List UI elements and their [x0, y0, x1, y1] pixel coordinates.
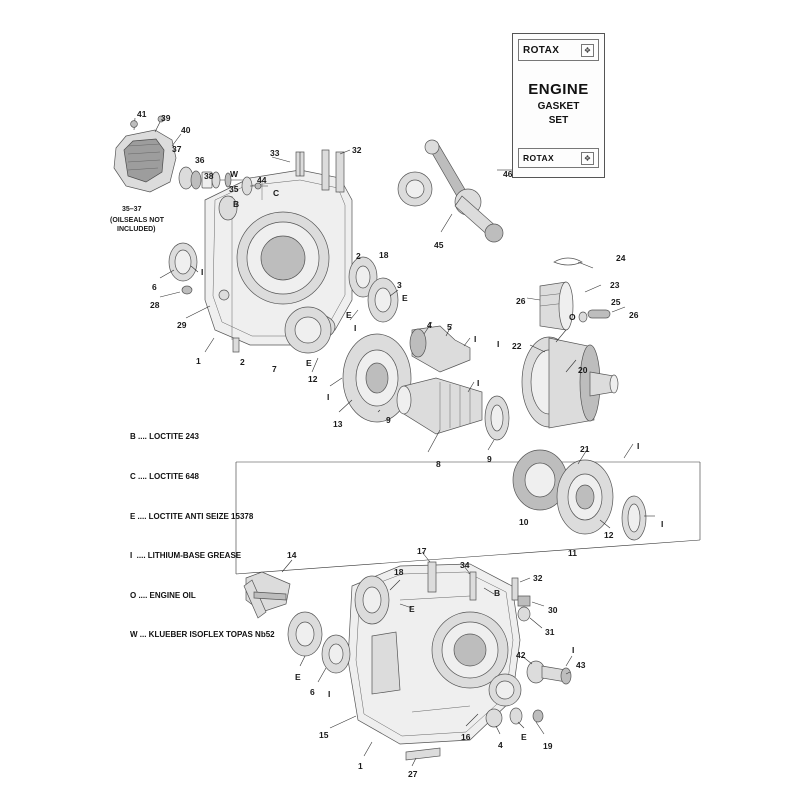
callout-label-11: 11	[568, 548, 577, 558]
callout-label-42: 42	[516, 650, 526, 660]
rotax-logo-icon-bottom: ❖	[581, 152, 594, 165]
diagram-note-1: (OILSEALS NOT	[110, 217, 165, 224]
callout-label-C: C	[273, 188, 280, 198]
callout-label-32: 32	[352, 145, 362, 155]
callout-label-I: I	[327, 392, 330, 402]
callout-label-40: 40	[181, 125, 191, 135]
gasket-set-footer	[518, 148, 599, 168]
callout-label-45: 45	[434, 240, 444, 250]
callout-label-24: 24	[616, 253, 626, 263]
callout-label-12: 12	[308, 374, 318, 384]
callout-label-10: 10	[519, 517, 529, 527]
piston-and-crank-group	[513, 258, 655, 540]
callout-label-E: E	[346, 310, 352, 320]
callout-label-39: 39	[161, 113, 171, 123]
callout-label-26: 26	[629, 310, 639, 320]
callout-label-6: 6	[310, 687, 315, 697]
gasket-set-box	[512, 33, 605, 178]
callout-label-34: 34	[460, 560, 470, 570]
callout-label-B: B	[233, 199, 240, 209]
callout-label-W: W	[230, 169, 239, 179]
callout-label-33: 33	[270, 148, 280, 158]
diagram-note-2: INCLUDED)	[117, 226, 156, 233]
callout-label-E: E	[306, 358, 312, 368]
gasket-set-subtitle-2: SET	[548, 115, 569, 126]
callout-label-14: 14	[287, 550, 297, 560]
callout-label-E: E	[295, 672, 301, 682]
callout-label-31: 31	[545, 627, 555, 637]
callout-label-13: 13	[333, 419, 343, 429]
callout-label-4: 4	[427, 320, 432, 330]
callout-label-16: 16	[461, 732, 471, 742]
callout-label-1: 1	[196, 356, 201, 366]
callout-label-I: I	[201, 267, 204, 277]
callout-label-E: E	[409, 604, 415, 614]
rotax-logo-icon-top: ❖	[581, 44, 594, 57]
rotax-brand-top: ROTAX	[523, 44, 560, 56]
callout-label-46: 46	[503, 169, 513, 179]
callout-label-2: 2	[240, 357, 245, 367]
conrod-assembly	[398, 140, 512, 242]
callout-label-I: I	[497, 339, 500, 349]
callout-label-37: 37	[172, 144, 182, 154]
gasket-set-subtitle-1: GASKET	[537, 101, 580, 112]
callout-label-28: 28	[150, 300, 160, 310]
callout-label-I: I	[354, 323, 357, 333]
callout-label-E: E	[402, 293, 408, 303]
callout-label-I: I	[474, 334, 477, 344]
callout-label-43: 43	[576, 660, 586, 670]
callout-label-4: 4	[498, 740, 503, 750]
lubricant-legend	[130, 404, 275, 668]
callout-label-27: 27	[408, 769, 418, 779]
callout-label-41: 41	[137, 109, 147, 119]
callout-label-9: 9	[386, 415, 391, 425]
callout-label-I: I	[477, 378, 480, 388]
callout-label-12: 12	[604, 530, 614, 540]
callout-label-E: E	[521, 732, 527, 742]
callout-label-I: I	[572, 645, 575, 655]
callout-label-I: I	[661, 519, 664, 529]
callout-label-O: O	[569, 312, 576, 322]
callout-label-44: 44	[257, 175, 267, 185]
callout-label-9: 9	[487, 454, 492, 464]
callout-label-22: 22	[512, 341, 522, 351]
callout-label-18: 18	[379, 250, 389, 260]
callout-label-7: 7	[272, 364, 277, 374]
callout-label-I: I	[328, 689, 331, 699]
callout-label-29: 29	[177, 320, 187, 330]
gasket-set-header	[518, 39, 599, 61]
callout-label-36: 36	[195, 155, 205, 165]
callout-label-35: 35	[229, 184, 239, 194]
rotax-brand-bottom: ROTAX	[523, 153, 555, 163]
legend-item-c: C .... LOCTITE 648	[130, 472, 199, 482]
callout-label-15: 15	[319, 730, 329, 740]
legend-item-w: W ... KLUEBER ISOFLEX TOPAS Nb52	[130, 630, 275, 640]
legend-item-o: O .... ENGINE OIL	[130, 590, 196, 600]
callout-label-38: 38	[204, 171, 214, 181]
gasket-set-title: ENGINE	[528, 81, 589, 98]
callout-label-30: 30	[548, 605, 558, 615]
callout-label-23: 23	[610, 280, 620, 290]
callout-label-I: I	[637, 441, 640, 451]
callout-label-3: 3	[397, 280, 402, 290]
callout-label-2: 2	[356, 251, 361, 261]
callout-label-B: B	[494, 588, 501, 598]
callout-label-17: 17	[417, 546, 427, 556]
callout-label-6: 6	[152, 282, 157, 292]
callout-label-21: 21	[580, 444, 590, 454]
diagram-note-0: 35–37	[122, 206, 142, 213]
callout-label-5: 5	[447, 322, 452, 332]
legend-item-e: E .... LOCTITE ANTI SEIZE 15378	[130, 511, 254, 521]
callout-label-20: 20	[578, 365, 588, 375]
callout-label-26: 26	[516, 296, 526, 306]
legend-item-b: B .... LOCTITE 243	[130, 432, 199, 442]
callout-label-19: 19	[543, 741, 553, 751]
callout-label-25: 25	[611, 297, 621, 307]
callout-label-18: 18	[394, 567, 404, 577]
callout-label-1: 1	[358, 761, 363, 771]
legend-item-i: I .... LITHIUM-BASE GREASE	[130, 551, 242, 561]
callout-label-32: 32	[533, 573, 543, 583]
callout-label-8: 8	[436, 459, 441, 469]
